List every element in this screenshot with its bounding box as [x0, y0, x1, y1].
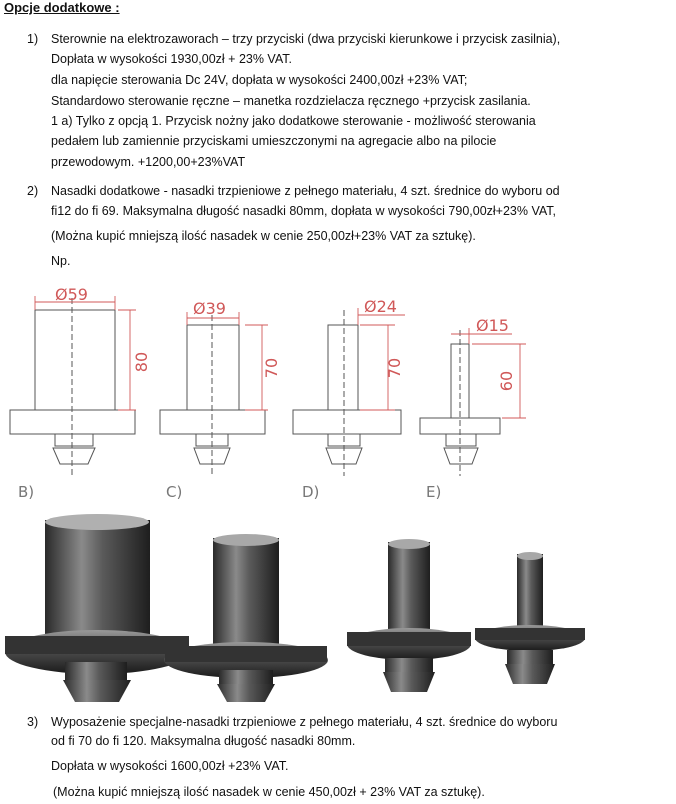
drawing-e: [420, 316, 526, 501]
section-1-line: pedałem lub zamiennie przyciskami umieszczonymi na agregacie albo na pilocie: [51, 134, 497, 148]
section-3-line: Dopłata w wysokości 1600,00zł +23% VAT.: [51, 759, 289, 773]
die-photo-small: [347, 539, 471, 692]
section-2-number: 2): [27, 184, 39, 198]
drawing-e-letter: E): [426, 483, 442, 501]
drawing-c-height: 70: [262, 357, 281, 379]
drawing-d: [293, 297, 405, 501]
die-photo-smallest: [475, 552, 585, 684]
section-1-line: przewodowym. +1200,00+23%VAT: [51, 155, 246, 169]
drawing-d-height: 70: [385, 357, 404, 379]
section-1-line: Sterownie na elektrozaworach – trzy przyciski (dwa przyciski kierunkowe i przycisk zasilnia),: [51, 32, 561, 46]
section-3-line: Wyposażenie specjalne-nasadki trzpieniowe z pełnego materiału, 4 szt. średnice do wyboru: [51, 715, 558, 729]
section-1-line: dla napięcie sterowania Dc 24V, dopłata w wysokości 2400,00zł +23% VAT;: [51, 73, 468, 87]
section-1-line: Standardowo sterowanie ręczne – manetka rozdzielacza ręcznego +przycisk zasilania.: [51, 94, 531, 108]
section-2-line: (Można kupić mniejszą ilość nasadek w cenie 250,00zł+23% VAT za sztukę).: [51, 229, 476, 243]
drawing-b-height: 80: [132, 351, 151, 373]
drawing-d-letter: D): [302, 483, 320, 501]
drawing-e-diameter: Ø15: [476, 316, 509, 335]
drawing-c: [160, 299, 281, 501]
die-photo-large: [5, 514, 189, 702]
die-photo-medium: [164, 534, 328, 702]
section-2-line: Np.: [51, 254, 71, 268]
technical-drawings: [0, 280, 676, 510]
section-3-line: od fi 70 do fi 120. Maksymalna długość nasadki 80mm.: [51, 734, 356, 748]
section-1-line: 1 a) Tylko z opcją 1. Przycisk nożny jako dodatkowe sterowanie - możliwość sterowania: [51, 114, 536, 128]
drawing-c-diameter: Ø39: [193, 299, 226, 318]
drawing-b: [10, 285, 151, 501]
section-1-line: Dopłata w wysokości 1930,00zł + 23% VAT.: [51, 52, 292, 66]
section-2-line: fi12 do fi 69. Maksymalna długość nasadki 80mm, dopłata w wysokości 790,00zł+23% VAT,: [51, 204, 557, 218]
drawing-d-diameter: Ø24: [364, 297, 397, 316]
page-heading: Opcje dodatkowe :: [4, 0, 120, 15]
section-3-line: (Można kupić mniejszą ilość nasadek w cenie 450,00zł + 23% VAT za sztukę).: [53, 785, 485, 799]
drawing-e-height: 60: [497, 370, 516, 392]
section-2-line: Nasadki dodatkowe - nasadki trzpieniowe z pełnego materiału, 4 szt. średnice do wyboru od: [51, 184, 560, 198]
drawing-c-letter: C): [166, 483, 183, 501]
section-1-number: 1): [27, 32, 39, 46]
dies-photo: [5, 512, 665, 707]
drawing-b-letter: B): [18, 483, 35, 501]
section-3-number: 3): [27, 715, 39, 729]
drawing-b-diameter: Ø59: [55, 285, 88, 304]
